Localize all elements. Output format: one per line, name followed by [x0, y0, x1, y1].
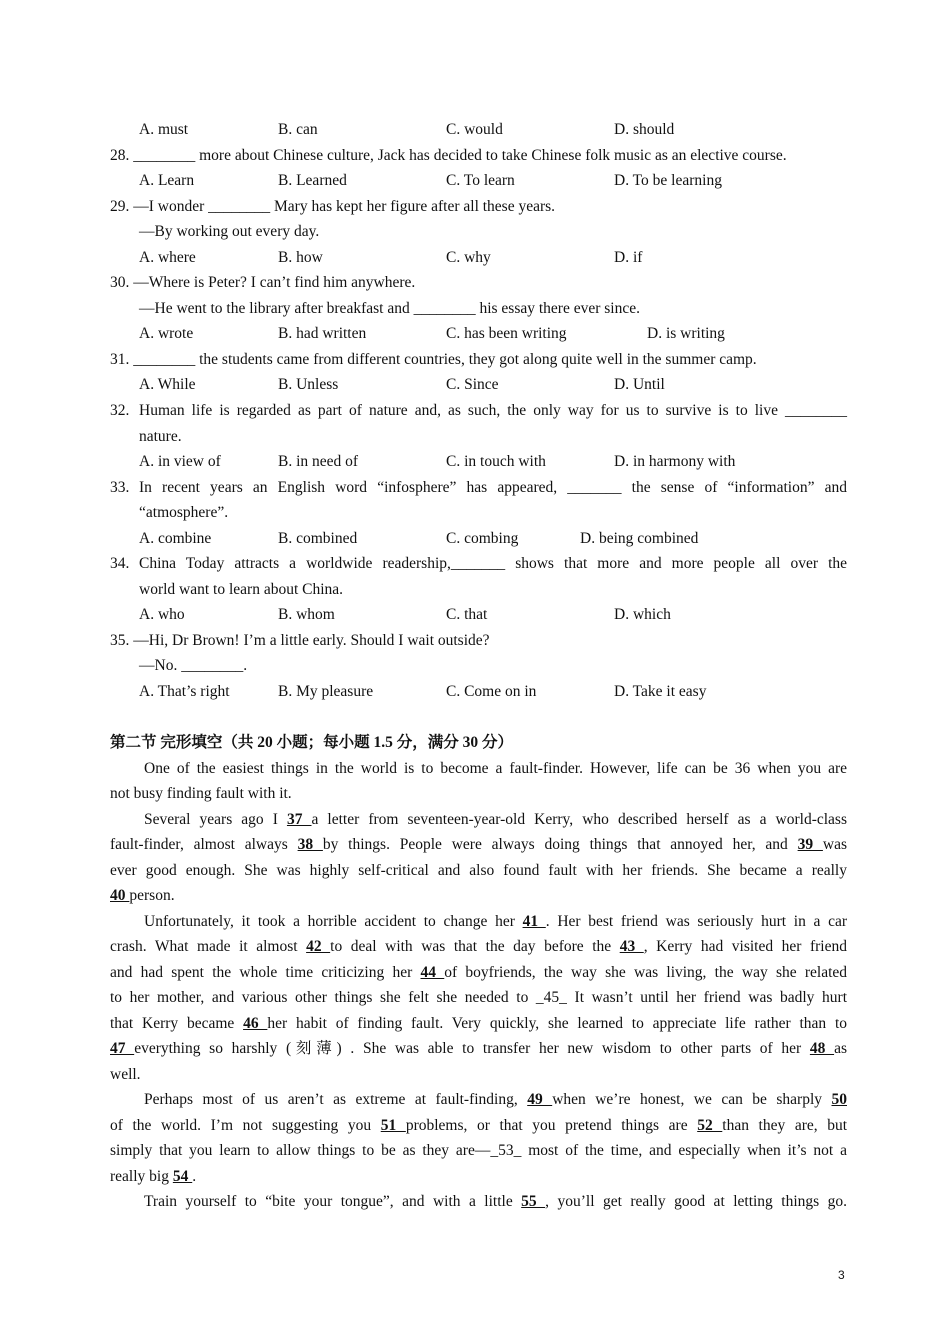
section-heading: 第二节 完形填空（共 20 小题；每小题 1.5 分，满分 30 分） [110, 734, 514, 751]
q29-reply: —By working out every day. [139, 223, 320, 240]
passage-line: really big 54 . [110, 1168, 197, 1185]
q34-stem-line2: world want to learn about China. [139, 581, 344, 598]
q31-option-a: A. While [139, 376, 196, 393]
q33-stem-line2: “atmosphere”. [139, 504, 229, 521]
passage-line: 47 everything so harshly (刻薄) . She was able to transfer her new wisdom to other parts of her 48 as [110, 1040, 847, 1057]
q28-stem: 28. ________ more about Chinese culture, Jack has decided to take Chinese folk music as an elective course. [110, 147, 787, 164]
q29-stem: 29. —I wonder ________ Mary has kept her figure after all these years. [110, 198, 556, 215]
q34-stem-line1: China Today attracts a worldwide readership,_______ shows that more and more people all over the [139, 555, 847, 572]
q27-option-b: B. can [278, 121, 318, 138]
passage-line: not busy finding fault with it. [110, 785, 292, 802]
q35-option-d: D. Take it easy [614, 683, 707, 700]
q29-option-c: C. why [446, 249, 491, 266]
q33-option-b: B. combined [278, 530, 358, 547]
blank-40: 40 [110, 887, 130, 904]
blank-54: 54 [172, 1168, 193, 1185]
passage-line: of the world. I’m not suggesting you 51 problems, or that you pretend things are 52 than they are, but [110, 1117, 848, 1134]
q30-stem: 30. —Where is Peter? I can’t find him anywhere. [110, 274, 416, 291]
blank-55: 55 [521, 1193, 546, 1210]
q32-option-c: C. in touch with [446, 453, 546, 470]
page-number: 3 [838, 1268, 845, 1282]
q32-stem-line2: nature. [139, 428, 182, 445]
q30-reply: —He went to the library after breakfast and ________ his essay there ever since. [139, 300, 640, 317]
q34-option-c: C. that [446, 606, 488, 623]
q32-stem-line1: Human life is regarded as part of nature and, as such, the only way for us to survive is to live ________ [139, 402, 847, 419]
q35-stem: 35. —Hi, Dr Brown! I’m a little early. Should I wait outside? [110, 632, 490, 649]
passage-line: One of the easiest things in the world is to become a fault-finder. However, life can be 36 when you are [144, 760, 847, 777]
passage-line: ever good enough. She was highly self-critical and also found fault with her friends. She became a really [110, 862, 847, 879]
q34-number: 34. [110, 555, 130, 572]
q31-option-d: D. Until [614, 376, 665, 393]
passage-line: simply that you learn to allow things to be as they are—_53_ most of the time, and especially when it’s not a [110, 1142, 847, 1159]
blank-41: 41 [522, 913, 546, 930]
passage-line: crash. What made it almost 42 to deal with was that the day before the 43 , Kerry had visited her friend [110, 938, 847, 955]
q27-option-c: C. would [446, 121, 503, 138]
blank-44: 44 [420, 964, 445, 981]
passage-line: and had spent the whole time criticizing her 44 of boyfriends, the way she was living, the way she related [110, 964, 848, 981]
blank-47: 47 [110, 1040, 135, 1057]
q31-option-b: B. Unless [278, 376, 339, 393]
blank-50: 50 [831, 1091, 847, 1108]
passage-line: that Kerry became 46 her habit of finding fault. Very quickly, she learned to appreciate life rather than to [110, 1015, 848, 1032]
q33-stem-line1: In recent years an English word “infosphere” has appeared, _______ the sense of “information” and [139, 479, 847, 496]
passage-line: well. [110, 1066, 141, 1083]
blank-39: 39 [797, 836, 823, 853]
q27-option-d: D. should [614, 121, 675, 138]
q34-option-a: A. who [139, 606, 185, 623]
blank-48: 48 [809, 1040, 835, 1057]
blank-42: 42 [306, 938, 331, 955]
q29-option-d: D. if [614, 249, 643, 266]
q29-option-b: B. how [278, 249, 323, 266]
q29-option-a: A. where [139, 249, 196, 266]
q34-option-d: D. which [614, 606, 671, 623]
q33-number: 33. [110, 479, 130, 496]
passage-line: Several years ago I 37 a letter from seventeen-year-old Kerry, who described herself as a world-class [144, 811, 847, 828]
q28-option-d: D. To be learning [614, 172, 722, 189]
passage-line: Train yourself to “bite your tongue”, and with a little 55 , you’ll get really good at letting things go. [144, 1193, 847, 1210]
passage-line: to her mother, and various other things she felt she needed to _45_ It wasn’t until her friend was badly hurt [110, 989, 847, 1006]
q28-option-b: B. Learned [278, 172, 347, 189]
q35-option-b: B. My pleasure [278, 683, 374, 700]
blank-49: 49 [527, 1091, 553, 1108]
blank-37: 37 [286, 811, 312, 828]
q33-option-d: D. being combined [580, 530, 699, 547]
q28-option-c: C. To learn [446, 172, 515, 189]
q33-option-a: A. combine [139, 530, 212, 547]
q35-option-a: A. That’s right [139, 683, 230, 700]
q32-number: 32. [110, 402, 130, 419]
blank-38: 38 [297, 836, 323, 853]
passage-line: 40 person. [110, 887, 175, 904]
q27-option-a: A. must [139, 121, 189, 138]
q30-option-c: C. has been writing [446, 325, 567, 342]
q28-option-a: A. Learn [139, 172, 195, 189]
blank-46: 46 [243, 1015, 268, 1032]
q30-option-d: D. is writing [647, 325, 725, 342]
q32-option-b: B. in need of [278, 453, 359, 470]
blank-51: 51 [380, 1117, 406, 1134]
passage-line: Perhaps most of us aren’t as extreme at fault-finding, 49 when we’re honest, we can be sharply 50 [144, 1091, 847, 1108]
q35-reply: —No. ________. [139, 657, 248, 674]
passage-line: fault-finder, almost always 38 by things. People were always doing things that annoyed her, and 39 was [110, 836, 848, 853]
blank-52: 52 [697, 1117, 723, 1134]
q30-option-b: B. had written [278, 325, 367, 342]
blank-43: 43 [619, 938, 644, 955]
q30-option-a: A. wrote [139, 325, 194, 342]
q32-option-d: D. in harmony with [614, 453, 736, 470]
q35-option-c: C. Come on in [446, 683, 537, 700]
q34-option-b: B. whom [278, 606, 335, 623]
passage-line: Unfortunately, it took a horrible accident to change her 41 . Her best friend was seriously hurt in a car [144, 913, 848, 930]
q31-stem: 31. ________ the students came from different countries, they got along quite well in the summer camp. [110, 351, 757, 368]
q31-option-c: C. Since [446, 376, 499, 393]
q33-option-c: C. combing [446, 530, 519, 547]
q32-option-a: A. in view of [139, 453, 221, 470]
